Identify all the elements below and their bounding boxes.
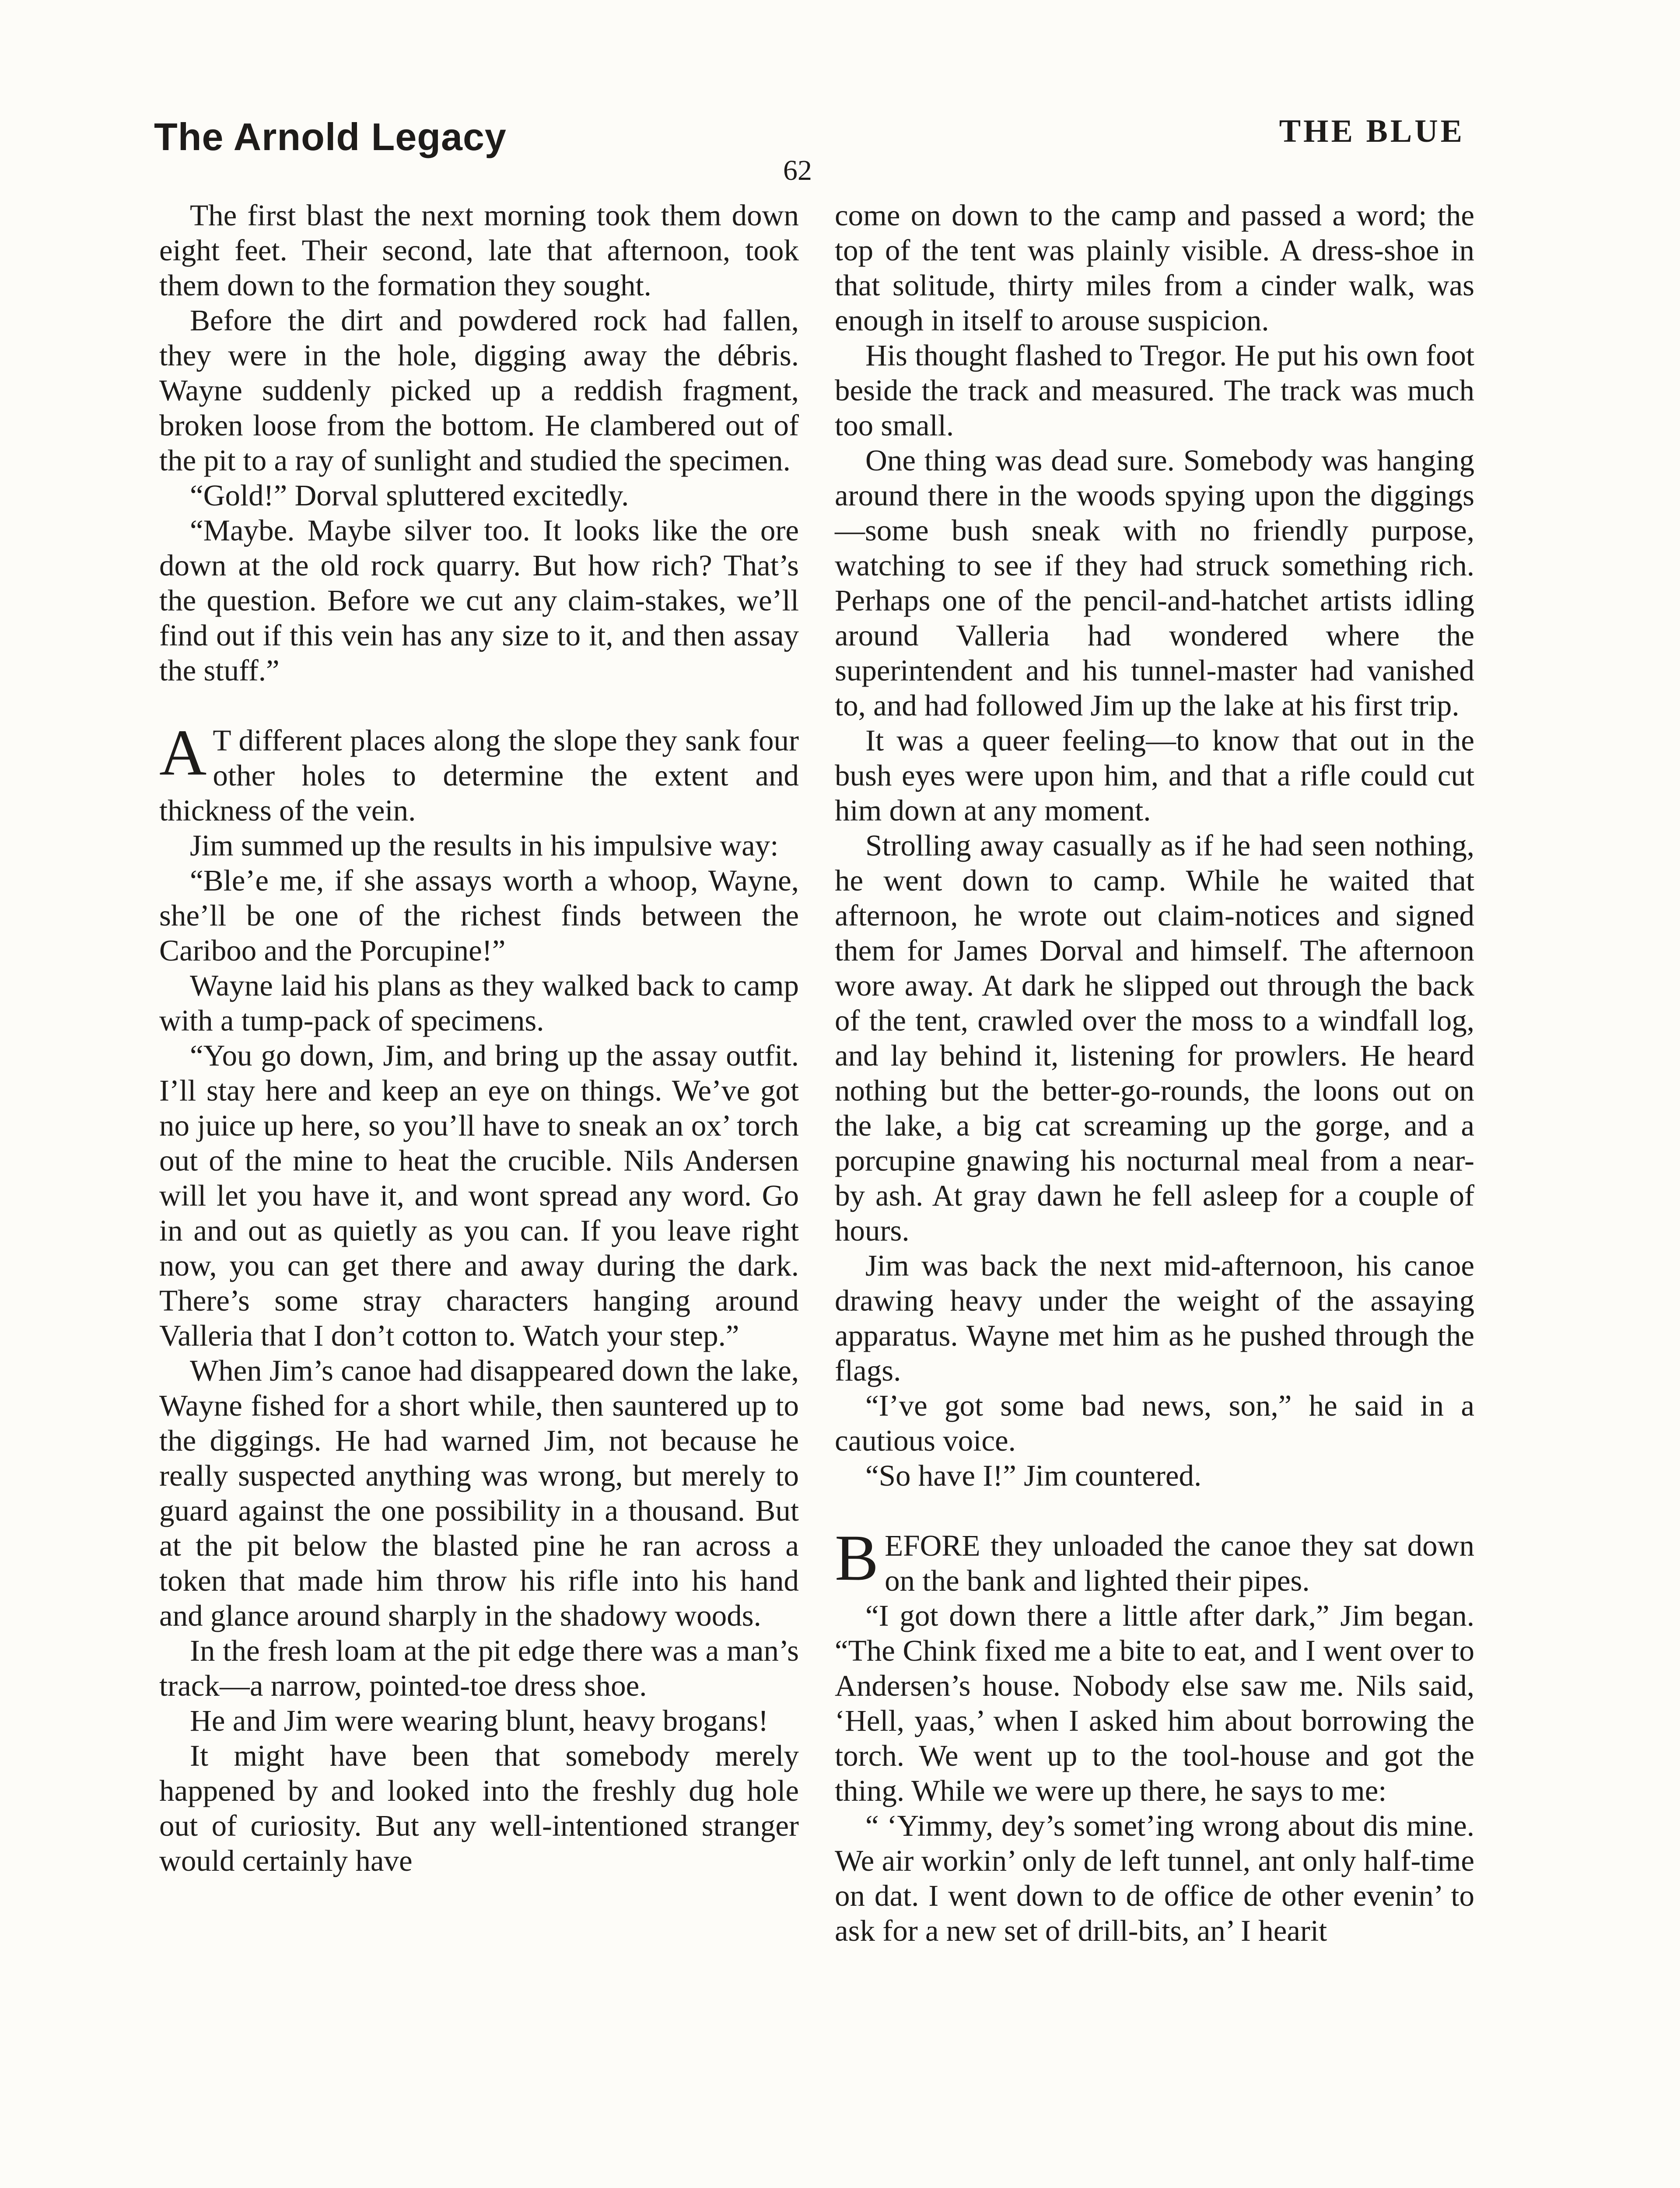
paragraph: “ ‘Yimmy, dey’s somet’ing wrong about dis mine. We air workin’ only de left tunnel, ant only half-time on dat. I went down to de office de other evenin’ to ask for a new set of drill-bits, an’ I hearit [835,1809,1474,1947]
drop-cap: B [835,1522,879,1594]
paragraph: The first blast the next morning took them down eight feet. Their second, late that afternoon, took them down to the formation they sought. [159,199,799,302]
paragraph: “Gold!” Dorval spluttered excitedly. [190,479,629,512]
paragraph-text: EFORE they unloaded the canoe they sat down on the bank and lighted their pipes. [885,1529,1474,1597]
paragraph: One thing was dead sure. Somebody was hanging around there in the woods spying upon the diggings—some bush sneak with no friendly purpose, watching to see if they had struck something rich. Perhaps one of the pencil-and-hatchet artists idling around Valleria had wondered where the superintendent and his tunnel-master had vanished to, and had followed Jim up the lake at his first trip. [835,444,1474,722]
paragraph: Jim summed up the results in his impulsive way: [190,829,779,862]
paragraph: Before the dirt and powdered rock had fallen, they were in the hole, digging away the débris. Wayne suddenly picked up a reddish fragment, broken loose from the bottom. He clambered out of the pit to a ray of sunlight and studied the specimen. [159,304,799,477]
paragraph: “You go down, Jim, and bring up the assay outfit. I’ll stay here and keep an eye on things. We’ve got no juice up here, so you’ll have to sneak an ox’ torch out of the mine to heat the crucible. Nils Andersen will let you have it, and wont spread any word. Go in and out as quietly as you can. If you leave right now, you can get there and away during the dark. There’s some stray characters hanging around Valleria that I don’t cotton to. Watch your step.” [159,1039,799,1352]
paragraph: Strolling away casually as if he had seen nothing, he went down to camp. While he waited that afternoon, he wrote out claim-notices and signed them for James Dorval and himself. The afternoon wore away. At dark he slipped out through the back of the tent, crawled over the moss to a windfall log, and lay behind it, listening for prowlers. He heard nothing but the better-go-rounds, the loons out on the lake, a big cat screaming up the gorge, and a porcupine gnawing his nocturnal meal from a near-by ash. At gray dawn he fell asleep for a couple of hours. [835,829,1474,1247]
paragraph: Wayne laid his plans as they walked back to camp with a tump-pack of specimens. [159,969,799,1037]
paragraph: In the fresh loam at the pit edge there was a man’s track—a narrow, pointed-toe dress shoe. [159,1634,799,1702]
page-number: 62 [783,154,812,186]
magazine-name: THE BLUE [1279,113,1465,149]
section-paragraph [835,1522,1474,1598]
paragraph: “I’ve got some bad news, son,” he said in a cautious voice. [835,1389,1474,1457]
paragraph: “Maybe. Maybe silver too. It looks like the ore down at the old rock quarry. But how rich? That’s the question. Before we cut any claim-stakes, we’ll find out if this vein has any size to it, and then assay the stuff.” [159,514,799,687]
paragraph: It was a queer feeling—to know that out in the bush eyes were upon him, and that a rifle could cut him down at any moment. [835,724,1474,827]
section-paragraph [159,716,799,828]
paragraph: Jim was back the next mid-afternoon, his canoe drawing heavy under the weight of the assaying apparatus. Wayne met him as he pushed through the flags. [835,1249,1474,1387]
story-title: The Arnold Legacy [154,115,507,158]
right-column [835,198,1474,1948]
paragraph: It might have been that somebody merely happened by and looked into the freshly dug hole out of curiosity. But any well-intentioned stranger would certainly have [159,1739,799,1877]
paragraph: “So have I!” Jim countered. [865,1459,1202,1492]
paragraph: His thought flashed to Tregor. He put his own foot beside the track and measured. The track was much too small. [835,339,1474,442]
left-column [159,198,799,1878]
paragraph: “Ble’e me, if she assays worth a whoop, Wayne, she’ll be one of the richest finds between the Cariboo and the Porcupine!” [159,864,799,967]
paragraph: When Jim’s canoe had disappeared down the lake, Wayne fished for a short while, then sauntered up to the diggings. He had warned Jim, not because he really suspected anything was wrong, but merely to guard against the one possibility in a thousand. But at the pit below the blasted pine he ran across a token that made him throw his rifle into his hand and glance around sharply in the shadowy woods. [159,1354,799,1632]
paragraph: come on down to the camp and passed a word; the top of the tent was plainly visible. A dress-shoe in that solitude, thirty miles from a cinder walk, was enough in itself to arouse suspicion. [835,199,1474,337]
paragraph: He and Jim were wearing blunt, heavy brogans! [190,1704,769,1737]
paragraph-text: T different places along the slope they sank four other holes to determine the extent and thickness of the vein. [159,724,799,827]
drop-cap: A [159,716,207,789]
paragraph: “I got down there a little after dark,” Jim began. “The Chink fixed me a bite to eat, and I went over to Andersen’s house. Nobody else saw me. Nils said, ‘Hell, yaas,’ when I asked him about borrowing the torch. We went up to the tool-house and got the thing. While we were up there, he says to me: [835,1599,1474,1807]
